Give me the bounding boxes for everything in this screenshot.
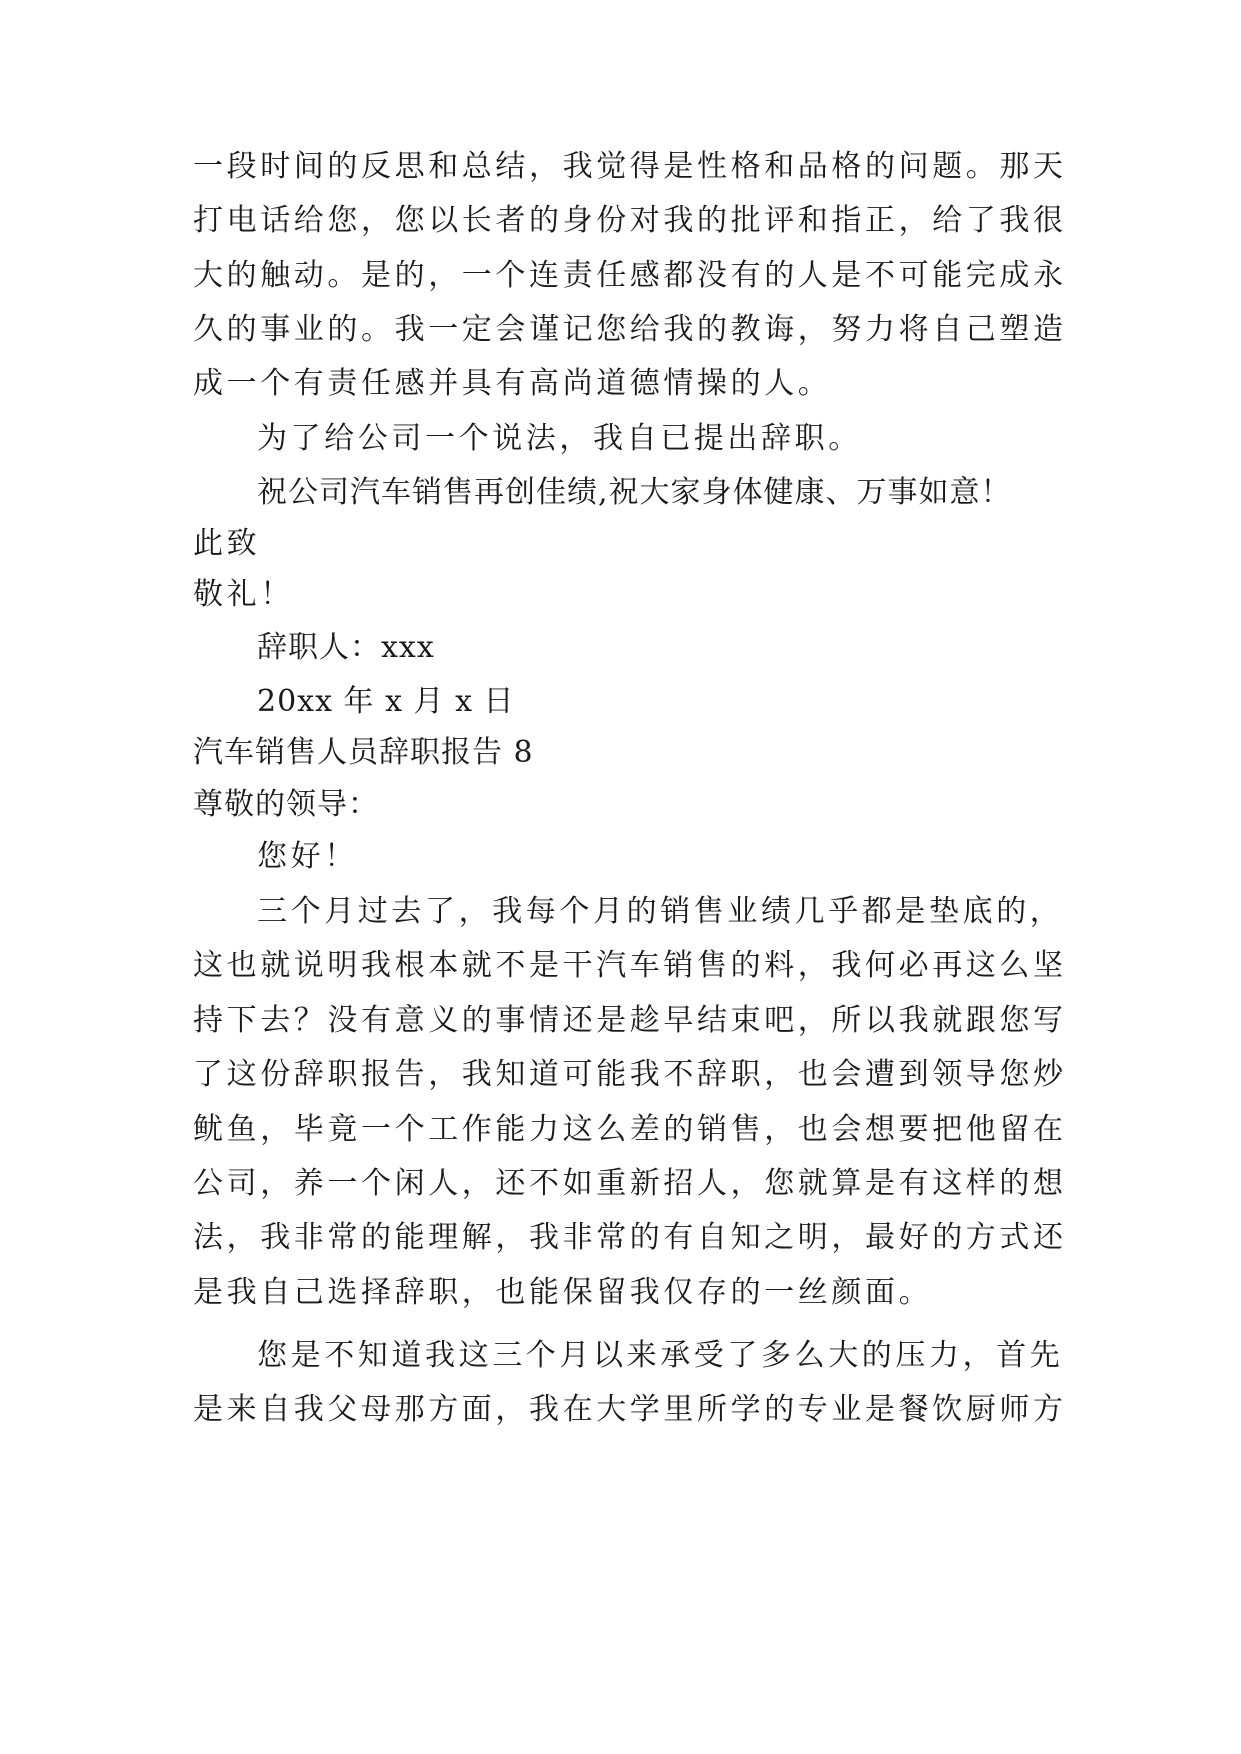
body-line: 大的触动。是的，一个连责任感都没有的人是不可能完成永 (193, 258, 1067, 293)
greeting: 尊敬的领导： (193, 787, 379, 822)
body-line: 祝公司汽车销售再创佳绩,祝大家身体健康、万事如意！ (257, 475, 1012, 510)
body-line: 成一个有责任感并具有高尚道德情操的人。 (193, 366, 832, 401)
body-line: 这也就说明我根本就不是干汽车销售的料，我何必再这么坚 (193, 948, 1067, 983)
body-line: 了这份辞职报告，我知道可能我不辞职，也会遭到领导您炒 (193, 1057, 1067, 1092)
closing-salutation: 此致 (193, 526, 261, 561)
signature-name: 辞职人：xxx (257, 630, 435, 665)
body-line: 是来自我父母那方面，我在大学里所学的专业是餐饮厨师方 (193, 1392, 1067, 1427)
body-line: 法，我非常的能理解，我非常的有自知之明，最好的方式还 (193, 1220, 1067, 1255)
body-line: 久的事业的。我一定会谨记您给我的教诲，努力将自己塑造 (193, 312, 1067, 347)
closing-regards: 敬礼！ (193, 577, 294, 612)
section-heading: 汽车销售人员辞职报告 8 (193, 735, 534, 770)
body-line: 是我自己选择辞职，也能保留我仅存的一丝颜面。 (193, 1275, 933, 1310)
body-line: 三个月过去了，我每个月的销售业绩几乎都是垫底的， (257, 894, 1064, 929)
body-line: 打电话给您，您以长者的身份对我的批评和指正，给了我很 (193, 203, 1067, 238)
greeting-hello: 您好！ (257, 839, 358, 874)
body-line: 公司，养一个闲人，还不如重新招人，您就算是有这样的想 (193, 1166, 1067, 1201)
body-line: 一段时间的反思和总结，我觉得是性格和品格的问题。那天 (193, 149, 1067, 184)
body-line: 您是不知道我这三个月以来承受了多么大的压力，首先 (257, 1338, 1064, 1373)
body-line: 为了给公司一个说法，我自已提出辞职。 (257, 421, 862, 456)
signature-date: 20xx 年 x 月 x 日 (257, 684, 515, 719)
body-line: 持下去？没有意义的事情还是趁早结束吧，所以我就跟您写 (193, 1003, 1067, 1038)
body-line: 鱿鱼，毕竟一个工作能力这么差的销售，也会想要把他留在 (193, 1112, 1067, 1147)
